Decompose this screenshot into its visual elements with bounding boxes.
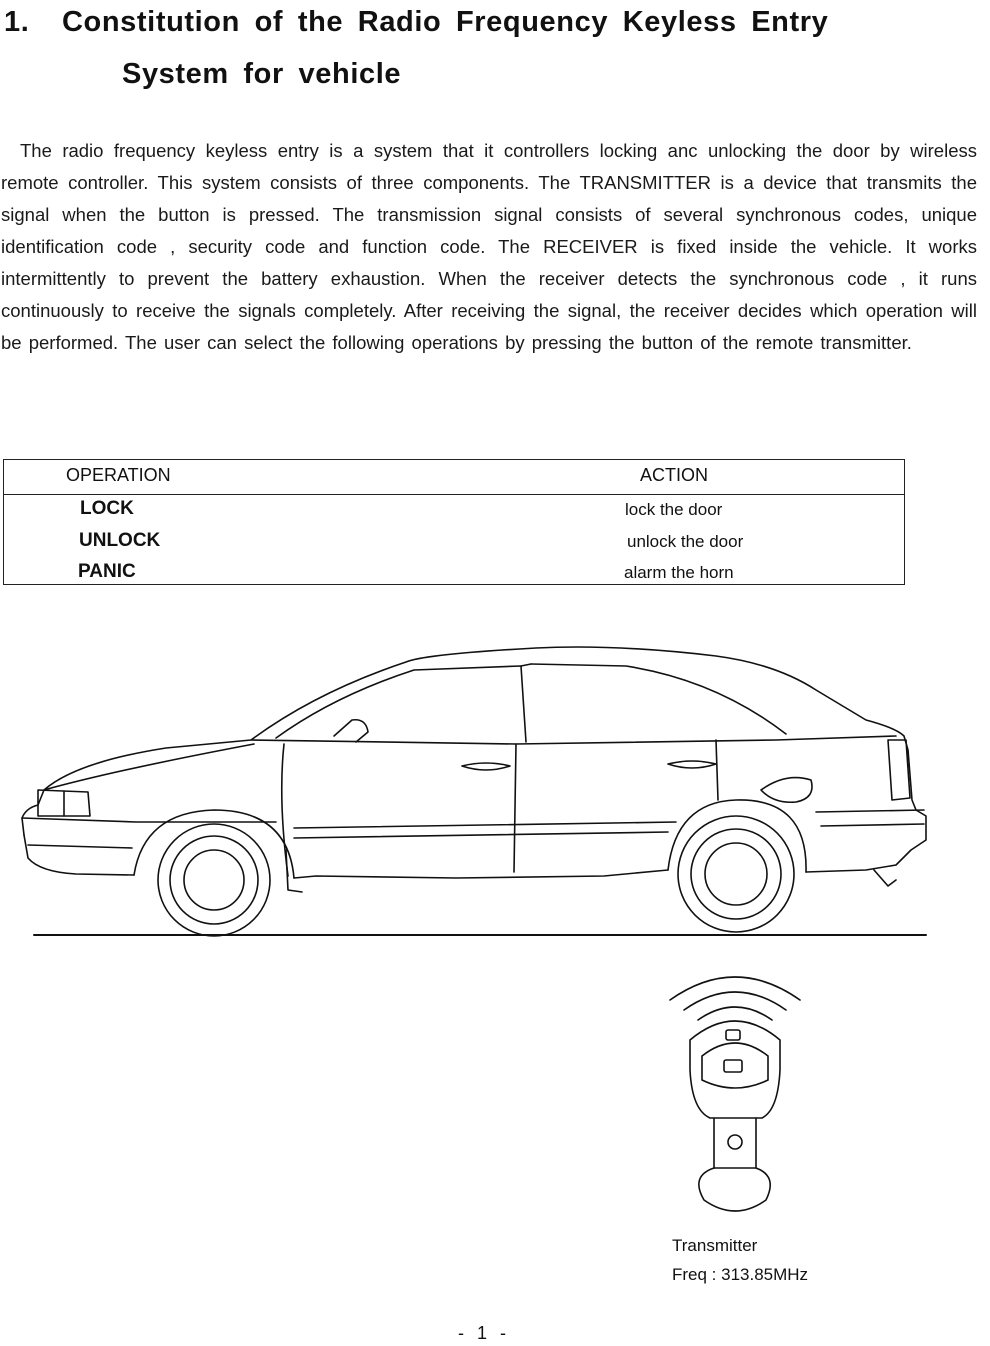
heading-number: 1. [4,6,30,38]
row-operation: UNLOCK [79,530,161,551]
row-action: unlock the door [627,532,744,551]
figure-caption-frequency: Freq : 313.85MHz [672,1265,809,1284]
header-operation: OPERATION [66,465,171,485]
table-row [4,530,904,560]
row-operation: PANIC [78,561,136,582]
row-action: lock the door [625,500,723,519]
figure-caption-label: Transmitter [672,1236,758,1255]
heading-line1 [4,6,828,39]
row-action: alarm the horn [624,563,734,582]
header-action: ACTION [640,465,709,485]
car-illustration [16,640,936,940]
intro-paragraph: The radio frequency keyless entry is a system that it controllers locking anc unlocking the door by wireless remote controller. This system consists of three components. The TRANSMITTER is a device that transmits the signal when the button is pressed. The transmission signal consists of several synchronous codes, unique identification code , security code and function code. The RECEIVER is fixed inside the vehicle. It works intermittently to prevent the battery exhaustion. When the receiver detects the synchronous code , it runs continuously to receive the signals completely. After receiving the signal, the receiver decides which operation will be performed. The user can select the following operations by pressing the button of the remote transmitter. [1,140,977,353]
heading-line2: System for vehicle [122,58,402,90]
table-row [4,498,904,528]
heading-text-line1: Constitution of the Radio Frequency Keyless Entry [62,6,829,38]
transmitter-illustration [650,960,820,1215]
page-number: - 1 - [458,1323,511,1343]
table-header [4,460,904,495]
row-operation: LOCK [80,498,134,519]
table-row [4,561,904,591]
operations-table [3,459,905,585]
